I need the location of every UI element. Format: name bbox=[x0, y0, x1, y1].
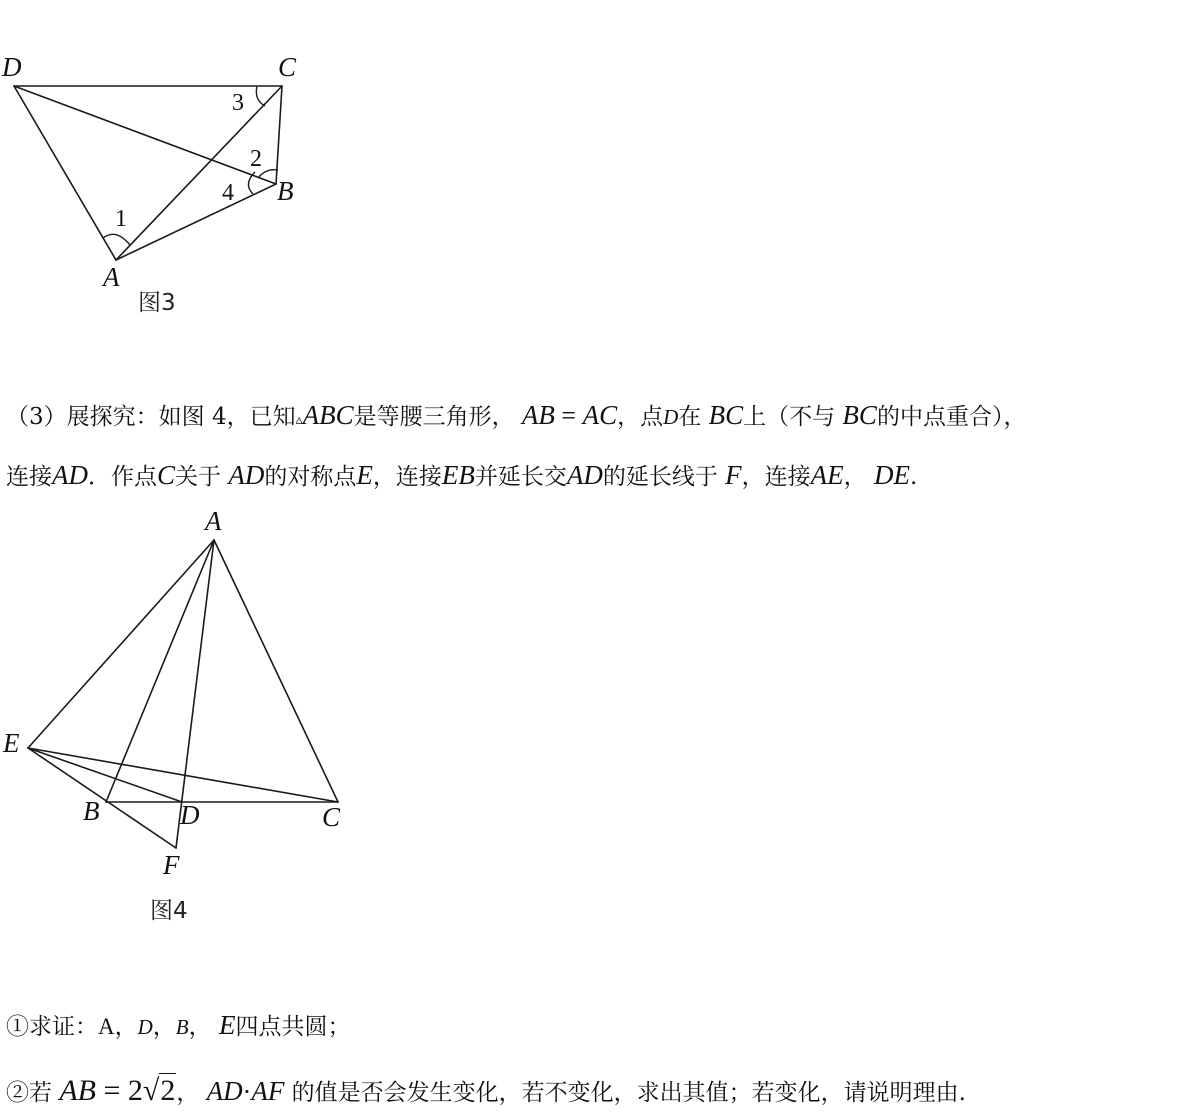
segment-AB bbox=[116, 184, 276, 260]
part3-line-2 bbox=[6, 458, 917, 494]
equals-sign: = bbox=[554, 401, 583, 430]
angle-label-3: 3 bbox=[232, 90, 244, 116]
math-term: AD bbox=[206, 1076, 243, 1106]
text-segment: 上（不与 bbox=[743, 404, 836, 430]
figure-4-caption: 图4 bbox=[150, 898, 188, 924]
text-segment: 连接 bbox=[6, 464, 52, 490]
text-segment: （3）展探究：如图 4，已知 bbox=[6, 404, 296, 430]
math-term: AB bbox=[521, 400, 555, 430]
angle-3-arc bbox=[256, 86, 265, 106]
point-label-D: D bbox=[2, 52, 22, 82]
text-segment: ， bbox=[152, 1014, 176, 1040]
math-term: AD bbox=[228, 460, 265, 490]
sqrt-radicand: 2 bbox=[160, 1074, 176, 1107]
point-label-B: B bbox=[277, 176, 294, 206]
point-label-B: B bbox=[83, 796, 100, 826]
part3-line-1 bbox=[6, 398, 1026, 437]
point-label-D: D bbox=[180, 800, 200, 830]
figure-3 bbox=[0, 0, 340, 330]
point-label-C: C bbox=[278, 52, 297, 82]
text-segment: 四点共圆； bbox=[235, 1014, 351, 1040]
segment-ED bbox=[28, 748, 182, 802]
question-2 bbox=[6, 1074, 966, 1110]
math-term: C bbox=[157, 460, 176, 490]
text-segment: ， bbox=[843, 464, 867, 490]
text-segment: ②若 bbox=[6, 1080, 52, 1106]
math-term: AC bbox=[582, 400, 618, 430]
point-label-E: E bbox=[3, 728, 20, 758]
text-segment: 关于 bbox=[175, 464, 222, 490]
text-segment: 的中点重合）， bbox=[876, 404, 1027, 430]
text-segment: 的值是否会发生变化，若不变化，求出其值；若变化，请说明理由. bbox=[291, 1080, 966, 1106]
text-segment: ，连接 bbox=[372, 464, 442, 490]
math-term: E bbox=[356, 460, 373, 490]
math-term: EB bbox=[441, 460, 475, 490]
point-label-F: F bbox=[163, 850, 180, 880]
math-term: BC bbox=[708, 400, 744, 430]
angle-label-4: 4 bbox=[222, 180, 234, 206]
text-segment: ，点 bbox=[617, 404, 664, 430]
figure-3-caption: 图3 bbox=[138, 290, 176, 316]
text-segment: 在 bbox=[678, 404, 702, 430]
triangle-symbol: ▵ bbox=[295, 412, 303, 428]
angle-label-1: 1 bbox=[115, 206, 127, 232]
math-number: 2 bbox=[127, 1074, 143, 1107]
math-term: AB bbox=[59, 1074, 96, 1107]
math-term: D bbox=[663, 405, 679, 429]
text-segment: ，连接 bbox=[741, 464, 811, 490]
dot-operator: · bbox=[242, 1077, 252, 1106]
point-name: A bbox=[98, 1014, 115, 1039]
text-segment: . bbox=[909, 464, 918, 490]
math-term: AF bbox=[251, 1076, 285, 1106]
text-segment: ．作点 bbox=[88, 464, 157, 490]
text-segment: 并延长交 bbox=[474, 464, 567, 490]
sqrt-symbol: √ bbox=[142, 1074, 160, 1107]
segment-DA bbox=[14, 86, 116, 260]
text-segment: 的延长线于 bbox=[602, 464, 718, 490]
angle-label-2: 2 bbox=[250, 146, 262, 172]
figure-4 bbox=[0, 500, 360, 940]
segment-AE bbox=[28, 540, 214, 748]
math-term: ABC bbox=[302, 400, 354, 430]
point-label-A: A bbox=[103, 262, 120, 292]
text-segment: 是等腰三角形， bbox=[353, 404, 515, 430]
equals-sign: = bbox=[95, 1074, 128, 1107]
point-label-C: C bbox=[322, 802, 341, 832]
text-segment: 的对称点 bbox=[264, 464, 357, 490]
segment-AC bbox=[214, 540, 338, 802]
segment-AC bbox=[116, 86, 282, 260]
text-segment: ， bbox=[176, 1080, 200, 1106]
math-term: DE bbox=[873, 460, 910, 490]
segment-EF bbox=[28, 748, 176, 848]
math-term: AD bbox=[52, 460, 88, 490]
text-segment: ①求证： bbox=[6, 1014, 98, 1040]
point-name: B bbox=[175, 1015, 189, 1039]
point-label-A: A bbox=[205, 506, 222, 536]
text-segment: ， bbox=[114, 1014, 138, 1040]
math-term: F bbox=[725, 460, 742, 490]
point-name: E bbox=[218, 1010, 236, 1040]
math-term: BC bbox=[842, 400, 877, 430]
math-term: AE bbox=[810, 460, 844, 490]
question-1 bbox=[6, 1008, 350, 1044]
point-name: D bbox=[137, 1015, 153, 1039]
math-term: AD bbox=[566, 460, 603, 490]
text-segment: ， bbox=[188, 1014, 212, 1040]
